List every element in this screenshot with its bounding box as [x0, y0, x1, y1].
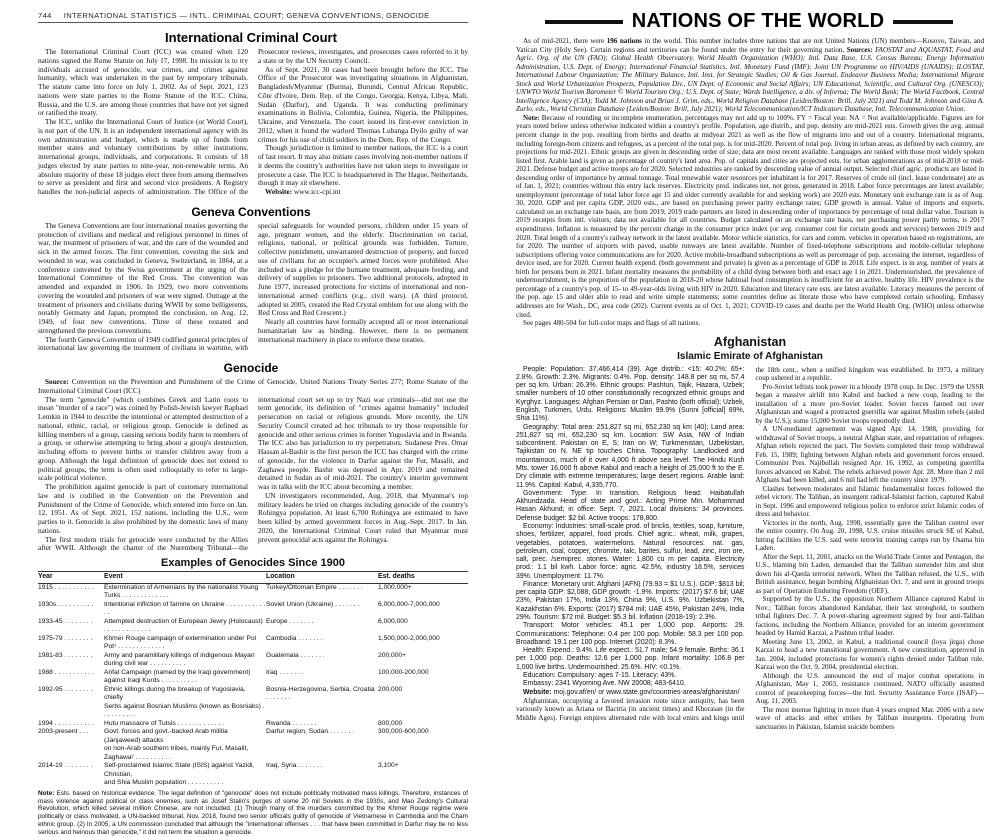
cell-year: 1981-83 . . . . . . . . [38, 651, 93, 659]
col-header-deaths: Est. deaths [378, 572, 468, 584]
cell-year: 2003-present . . . [38, 728, 89, 736]
cell-deaths: 6,000,000 [378, 617, 408, 625]
cell-location: Guatemala . . . . . . . [266, 651, 325, 659]
cell-event-continued: during civil war . . . . . . . . . . [104, 660, 186, 668]
table-row [38, 669, 468, 678]
geneva-paragraph-3: Nearly all countries have formally accepted all or most international humanitarian law as binding. However, there is no permanent international machinery in place to enforce these treaties. [258, 317, 468, 344]
cell-year: 1994 . . . . . . . . . . . [38, 719, 94, 727]
cell-deaths-continued [378, 779, 468, 788]
cell-location: Turkey/Ottoman Empire . . . . . . . [266, 583, 363, 591]
icc-website-line [258, 188, 468, 197]
genocide-paragraph-2: The prohibition against genocide is part of customary international law and is codified in the Convention on the Prevention and Punishment of the Crime of Genocide, which entered into force on Jan. 12, 1951. As of Sept. 2021, 152 nations, including the U.S., were parties to it. Genocide is also prohibited by the domestic laws of many nations. [38, 482, 248, 535]
cell-year: 1975-79 . . . . . . . . [38, 634, 93, 642]
cell-event: Govt. forces and govt.-backed Arab militia (Janjaweed) attacks [104, 728, 228, 744]
field-geography: Geography: Total area: 251,827 sq mi, 652,230 sq km (40); Land area: 251,827 sq mi, 652,230 sq km. Location: SW Asia, NW of Indian subcontinent. Pakistan on E, S; Iran on W; Turkmenistan, Uzbekistan, Tajikistan on N. NE tip touches China. Topography: Landlocked and mountainous, much of it over 4,000 ft above sea level. The Hindu Kush Mts. tower 16,000 ft above Kabul and reach a height of 25,000 ft to the E. Dry climate with extreme temperatures; large desert regions. Arable land: 11.9%. Capital: Kabul, 4,335,770. [516, 423, 745, 489]
cell-deaths-continued [378, 677, 468, 686]
cell-event: Self-proclaimed Islamic State (ISIS) against Yazidi, Christian, [104, 762, 255, 778]
country-website-url[interactable]: moj.gov.af/en/ or www.state.gov/countries-areas/afghanistan/ [551, 688, 740, 696]
cell-event-continued: and Shia Muslim population . . . . . . . . . . [104, 779, 224, 787]
page-folio: 744 [38, 11, 52, 20]
genocide-table-wrap [38, 557, 468, 837]
website-url[interactable]: www.icc-cpi.int [292, 187, 341, 196]
table-row-continuation [38, 779, 468, 788]
sources-label: Sources: [846, 45, 873, 54]
cell-year: 1930s . . . . . . . . . . [38, 600, 94, 608]
section-title-genocide: Genocide [223, 361, 279, 375]
geneva-body [38, 222, 468, 353]
cell-location: Soviet Union (Ukraine) . . . . . . . [266, 600, 360, 608]
cell-year-blank [38, 660, 104, 669]
genocide-table [38, 571, 468, 788]
field-economy: Economy: Industries: small-scale prod. of bricks, textiles, soap, furniture, shoes, fertilizer, apparel, food prods. Chief agric.: wheat, milk, grapes, vegetables, potatoes, watermelons. Natural resources: nat. gas, petroleum, coal, copper, chromite, talc, barites, sulfur, lead, zinc, iron ore, salt, prec. /semiprec. stones. Water: 1,800 cu m per capita. Electricity prod.: 1.1 bil kwh. Labor force: agric. 42.5%, industry 18.5%, services 39%. Unemployment: 11.7%. [516, 522, 745, 580]
field-transport: Transport: Motor vehicles: 45.1 per 1,000 pop. Airports: 29. Communications: Telephone: 0.4 per 100 pop. Mobile: 58.3 per 100 pop. Broadband: 19.1 per 100 pop. Internet (2020): 8.3%. [516, 622, 745, 646]
history-paragraph-3: A UN-mediated agreement was signed Apr. 14, 1988, providing for withdrawal of Soviet troops, a neutral Afghan state, and repatriation of refugees. Afghan rebels rejected the pact. The Soviets completed their troop withdrawal Feb. 15, 1989; fighting between Afghan rebels and government forces ensued. Communist Pres. Najibullah resigned Apr. 16, 1992, as competing guerrilla forces advanced on Kabul. The rebels achieved power Apr. 28. More than 2 mil Afghans had been killed, and 6 mil had left the country since 1979. [755, 425, 984, 485]
cell-event: Intentional infliction of famine on Ukraine . . . . . . . . . . . . . [104, 600, 266, 617]
cell-event: Army and paramilitary killings of indigenous Mayan [104, 651, 255, 659]
cell-year: 1988 . . . . . . . . . . . [38, 668, 94, 676]
section-title-geneva: Geneva Conventions [191, 204, 311, 219]
cell-deaths: 3,100+ [378, 762, 399, 770]
cell-deaths-continued [378, 660, 468, 669]
table-row [38, 618, 468, 635]
note-label: Note: [38, 789, 55, 797]
cell-location-continued [266, 779, 378, 788]
table-row [38, 652, 468, 661]
history-paragraph-6: After the Sept. 11, 2001, attacks on the World Trade Center and Pentagon, the U.S., blaming bin Laden, demanded that the Taliban surrender him and shut down his al-Qaeda terrorist network. When the Taliban refused, the U.S., with British assistance, began bombing Afghanistan Oct. 7, and sent in ground troops as part of Operation Enduring Freedom (OEF). [755, 552, 984, 595]
table-row [38, 601, 468, 618]
history-paragraph-5: Victories in the north, Aug. 1998, essentially gave the Taliban control over the entire country. On Aug. 20, 1998, U.S. cruise missiles struck SE of Kabul, hitting facilities the U.S. said were terrorist training camps run by Osama bin Laden. [755, 518, 984, 553]
cell-deaths: 200,000+ [378, 651, 407, 659]
table-row-continuation [38, 703, 468, 720]
col-header-event: Event [104, 572, 266, 584]
table-row [38, 583, 468, 601]
history-paragraph-1: Afghanistan, occupying a favored invasion route since antiquity, has been variously known as Ariana or Bactria (in ancient times) and Khorasan (in the Middle Ages). Foreign empires alternated rule with local emirs and kings until the 18th cent., when a unified kingdom was established. In 1973, a military coup ushered in a republic. [516, 365, 984, 722]
cell-event: Attempted destruction of European Jewry (Holocaust) . . . . . . . . . . . . . [104, 617, 263, 634]
cell-year-blank [38, 745, 104, 762]
icc-paragraph-3: As of Sept. 2021, 30 cases had been brought before the ICC. The Office of the Prosecutor was investigating situations in Afghanistan, Bangladesh/Myanmar (Burma), Burundi, Central African Republic, Côte d'Ivoire, Dem. Rep. of the Congo, Georgia, Kenya, Libya, Mali, Sudan (Darfur), and Uganda. It was conducting preliminary examinations in Bolivia, Colombia, Guinea, Nigeria, the Philippines, Ukraine, and Venezuela. The court issued its first-ever conviction in 2012, when it found the warlord Thomas Lubanga Dyilo guilty of war crimes for his use of child soldiers in the Dem. Rep. of the Congo. [258, 64, 468, 144]
table-body [38, 583, 468, 788]
history-paragraph-4: Clashes between moderates and Islamic fundamentalist forces followed the rebel victory. The Taliban, an insurgent radical-Islamist faction, captured Kabul in Sept. 1996 and empowered religious police to enforce strict Islamic codes of dress and behavior. [755, 484, 984, 519]
country-official-name: Islamic Emirate of Afghanistan [677, 350, 823, 362]
country-entry-afghanistan [516, 335, 984, 732]
right-page [502, 0, 1000, 731]
field-education: Education: Compulsory: ages 7-15. Literacy: 43%. [523, 672, 677, 679]
table-row [38, 686, 468, 703]
cell-location: Bosnia-Herzegovina, Serbia, Croatia . . . . . . . [266, 685, 375, 702]
cell-year-blank [38, 703, 104, 720]
cell-event-continued: against Iraqi Kurds . . . . . . . . . . [104, 677, 197, 685]
cell-deaths: 200,000 [378, 685, 403, 693]
nations-intro [516, 37, 984, 328]
geneva-paragraph-2: The fourth Geneva Convention of 1949 codified general principles of international law governing the treatment of civilians in wartime, with special safeguards for wounded persons, children under 15 years of age, pregnant women, and the elderly. Discrimination on racial, religious, national, or political grounds was forbidden. Torture, collective punishment, unwarranted destruction of property, and forced use of civilians for an occupier's armed forces were prohibited. Also included was a pledge for the humane treatment, adequate feeding, and delivery of supplies to prisoners. Two additional protocols, adopted in June 1977, increased protections for victims of international and non-international armed conflicts (e.g., civil wars). (A third protocol, adopted in 2005, created the Red Crystal emblem for use along with the Red Cross and Red Crescent.) [38, 220, 468, 353]
cell-deaths-continued [378, 703, 468, 720]
country-website-label: Website: [523, 688, 552, 696]
field-health: Health: Expend.: 9.4%. Life expect.: 51.7 male; 54.9 female. Births: 36.1 per 1,000 pop. Deaths: 12.6 per 1,000 pop. Infant mortality: 106.8 per 1,000 live births. Undernourished: 25.6%. HIV: <0.1%. [516, 647, 745, 671]
icc-paragraph-1: The International Criminal Court (ICC) was created when 120 nations signed the Rome Statute on July 17, 1998. Its mission is to try individuals accused of genocide, war crimes, and crimes against humanity, which was undertaken in the past by temporary tribunals. The statute came into force on July 1, 2002. As of Sept. 2021, 123 nations were state parties to the Rome Statute of the ICC. China, Russia, and the U.S. are among those countries that have not yet signed or ratified the treaty. [38, 47, 248, 118]
table-row-continuation [38, 660, 468, 669]
genocide-source-line [38, 378, 468, 396]
running-head [38, 0, 468, 22]
cell-deaths-continued [378, 745, 468, 762]
field-website [516, 689, 745, 697]
cell-deaths: 300,000-600,000 [378, 728, 429, 736]
geneva-paragraph-1: The Geneva Conventions are four international treaties governing the protection of civilians and medical and religious personnel in times of war, the treatment of prisoners of war, and the care of the wounded and sick in the armed forces. The first convention, covering the sick and wounded in war, was concluded in Geneva, Switzerland, in 1864, at a conference convened by the Swiss government at the urging of the International Committee of the Red Cross. The convention was amended and expanded in 1906. In 1929, two more conventions covering the wounded and prisoners of war were signed. Outrage at the treatment of prisoners and civilians during WWII by some belligerents, notably Germany and Japan, prompted the conclusion, on Aug. 12, 1949, of four new conventions. Three of these restated and strengthened the previous conventions. [38, 220, 248, 335]
cell-location: Darfur region, Sudan . . . . . . . [266, 728, 355, 736]
history-paragraph-10: The most intense fighting in more than 4 years erupted Mar. 2006 with a new wave of attacks and other strikes by Taliban insurgents. Operating from sanctuaries in Pakistan, Islamist suicide bombers [755, 705, 984, 731]
table-row [38, 762, 468, 779]
header-rule-right [893, 20, 953, 24]
col-header-location: Location [266, 572, 378, 584]
history-paragraph-2: Pro-Soviet leftists took power in a bloody 1978 coup. In Dec. 1979 the USSR began a massive airlift into Kabul and backed a new coup, leading to the installation of a more pro-Soviet leader. Soviet forces fanned out over Afghanistan and waged a protracted guerrilla war against Muslim rebels (aided by the U.S.); some 15,000 Soviet troops reportedly died. [755, 382, 984, 425]
cell-location-continued [266, 660, 378, 669]
nations-title: NATIONS OF THE WORLD [631, 10, 885, 32]
cell-location-continued [266, 703, 378, 720]
nation-count: 196 nations [606, 37, 642, 45]
cell-year: 1992-95 . . . . . . . . [38, 685, 93, 693]
table-row [38, 728, 468, 745]
cell-location: Cambodia . . . . . . . [266, 634, 323, 642]
table-note [38, 790, 468, 837]
source-value: Convention on the Prevention and Punishment of the Crime of Genocide, United Nations Treaty Series 277; Rome Statute of the International Criminal Court (ICC) [38, 377, 468, 395]
cell-deaths: 800,000 [378, 719, 403, 727]
field-embassy: Embassy: 2341 Wyoming Ave. NW 20008; 483-6410. [523, 680, 686, 688]
nations-header [516, 10, 982, 33]
intro-note-text: Because of rounding or incomplete enumeration, percentages may not add up to 100%. FY = Fiscal year. NA = Not available/applicable. Figures are for years noted below unless otherwise indicated within a country's profile. Population, age distrib., and pop. density are mid-2021 ests. Growth gives the avg. annual percent change in the pop. resulting from births and deaths at midyear 2021 as well as the flow of migrants into and out of a country. International migrants, including foreign-born citizens and refugees, as a percent of the total pop. is for mid-2020. Percent of total pop. living in urban areas, as defined by each country, are projections for mid-2021. Ethnic groups are given in descending order of size; data are most recent available. Languages are ranked with those most widely spoken listed first. Arable land is given as percentage of country's land area. Pop. of capitals and cities are projected ests. for urban agglomerations as of mid-2018 or mid-2021. Defense budget and active troops are for 2020. Selected industries are ranked by descending value of annual output. Selected chief agric. products are listed in descending order of importance by annual tonnage. Total renewable water resources per inhabitant is for 2017. Reserves of crude oil (incl. lease condensate) are as of Jan. 1, 2021; countries without this entry lack reserves. Electricity prod. indicates net, not gross, generated in 2018. Labor force percentages are latest available; unemployment (percentage of total labor force age 15 and older currently available for and seeking work) are 2020 ests. Monetary unit exchange rate is as of Aug. 30, 2020. GDP and per capita GDP, 2020 ests., are based on purchasing power parity exchange rates; GDP growth is annual. Value of imports and exports, calculated on an exchange rate basis, are from 2019; 2019 trade partners are listed in descending order of importance by percentage of total dollar value. Tourism is 2019 receipts from intl. visitors; data not available for all countries. Budget calculated on an exchange rate basis, not purchasing power parity terms, is 2017 expenditures. Inflation is measured by the percent change in the consumer price index (or avg. consumer cost for certain goods and services) between 2019 and 2020. Total length of a country's railway network in the latest available. Motor vehicle statistics, for cars and comm. vehicles in operation based on registrations, are for 2020. The number of airports with paved, usable runways are latest available. Number of fixed-telephone subscriptions and mobile-cellular telephone subscriptions offering voice communications are for 2020. Active mobile-broadband subscriptions as well as percentage of pop. accessing the internet, regardless of device used, are for 2020. Current health expend. (both government and private) is given as a percentage of GDP in 2018. Life expect. is in avg. number of years at birth for persons born in 2021. Infant mortality measures the probability of a child dying between birth and exact age 1 in 2021. Undernourished, the prevalence of undernourishment, is the proportion of the population in 2018-20 whose habitual food consumption is insufficient for an active, healthy life. HIV prevalence is the percentage of a country's pop. of 15- to 49-year-olds living with HIV in 2020. Education and literacy rate ests. are latest available. Literacy measures the percent of the pop. age 15 and older able to read and write simple statements; some countries define as literate those who have completed certain schooling. Embassy addresses are for Wash., DC, area code (202). Current events as of Oct. 1, 2021; COVID-19 cases and deaths per the World Health Org. (WHO) unless otherwise cited. [516, 113, 984, 319]
cell-event: Anfal Campaign (named by the Iraqi government) [104, 668, 251, 676]
cell-location: Europe . . . . . . . [266, 617, 314, 625]
genocide-paragraph-1: The term "genocide" (which combines Greek and Latin roots to mean "murder of a race") was coined by Polish-Jewish lawyer Raphael Lemkin in 1944 to describe the intentional or attempted destruction of a national, ethnic, racial, or religious group. Genocide is defined as killing members of a group, causing serious bodily harm to members of a group, or otherwise attempting to bring about a group's destruction, including efforts to prevent births or transfer children away from a group. Although the legal definition of genocide does not extend to political groups, the term is often used colloquially to refer to large-scale political violence. [38, 394, 248, 483]
table-row [38, 635, 468, 652]
cell-event: Ethnic killings during the breakup of Yugoslavia, chiefly [104, 685, 246, 702]
cell-deaths: 1,500,000-2,000,000 [378, 634, 440, 642]
cell-year: 2014-19 . . . . . . . . [38, 762, 93, 770]
table-header-row [38, 572, 468, 584]
intro-rest: in the world. This number includes three nations that are not United Nations (UN) members—Kosovo, Taiwan, and Vatican City (Holy See). Certain regions and territories can be found under the entry for their governing nation. [516, 37, 985, 54]
intro-paragraph [516, 37, 984, 114]
cell-location-continued [266, 745, 378, 762]
cell-deaths: 6,000,000-7,000,000 [378, 600, 440, 608]
field-finance: Finance: Monetary unit: Afghani (AFN) (79.93 = $1 U.S.). GDP: $813 bil; per capita GDP: $2,088; GDP growth: -1.9%. Imports: (2017) $7.6 bil; UAE 23%, Pakistan 17%, India 13%, China 9%, U.S. 9%. Uzbekistan 7%, Kazakhstan 6%. Exports: (2017) $784 mil; UAE 45%, Pakistan 24%, India 29%. Tourism: $72 mil. Budget: $5.3 bil. Inflation (2018-19): 2.3%. [516, 580, 745, 622]
icc-body [38, 48, 468, 197]
table-row-continuation [38, 745, 468, 762]
country-name: Afghanistan [713, 334, 787, 349]
history-paragraph-7: Supported by the U.S., the opposition Northern Alliance captured Kabul in Nov.; Taliban forces abandoned Kandahar, their last stronghold, to southern tribal fighters Dec. 7. A power-sharing agreement signed by four anti-Taliban factions, including the Northern Alliance, provided for an interim government headed by Hamid Karzai, a Pashtun tribal leader. [755, 595, 984, 638]
running-head-text: INTERNATIONAL STATISTICS — INTL. CRIMINAL COURT; GENEVA CONVENTIONS; GENOCIDE [63, 11, 430, 20]
table-head [38, 572, 468, 584]
section-title-icc: International Criminal Court [165, 30, 337, 45]
sources-value: FAOSTAT and AQUASTAT, Food and Agric. Org. of the UN (FAO); Global Health Observatory, World Health Organization (WHO); Intl. Data Base, U.S. Census Bureau; Energy Information Administration, U.S. Dept. of Energy; International Financial Statistics, Intl. Monetary Fund (IMF); Joint UN Programme on HIV/AIDS (UNAIDS); ILOSTAT, International Labour Organization; The Military Balance, Intl. Inst. for Strategic Studies; Oil & Gas Journal, Endeavor Business Media; International Migrant Stock and World Urbanization Prospects, Population Div., UN Dept. of Economic and Social Affairs; UN Educational, Scientific, and Cultural Org. (UNESCO); UNWTO World Tourism Barometer © World Tourism Org.; U.S. Dept. of State; Wards Intelligence, a div. of Informa; The World Bank; The World Factbook, Central Intelligence Agency (CIA); Todd M. Johnson and Brian J. Grim, eds., World Religion Database (Leiden/Boston: Brill, July 2021) and Todd M. Johnson and Gina A. Zurlo, eds., World Christian Database (Leiden/Boston: Brill, July 2021); World Telecommunication/ICT Indicators Database, Intl. Telecommunication Union. [516, 45, 984, 114]
header-rule-left [545, 20, 623, 24]
intro-note [516, 114, 984, 319]
cell-location: Rwanda . . . . . . . [266, 719, 317, 727]
cell-year-blank [38, 779, 104, 788]
cell-event-continued: Serbs against Bosnian Muslims (known as Bosniaks) . . . . . . . . . . [104, 702, 265, 719]
table-row [38, 720, 468, 729]
cell-event: Khmer Rouge campaign of extermination under Pol Pot¹ . . . . . . . . . . . . . [104, 634, 257, 651]
table-row-continuation [38, 677, 468, 686]
cell-deaths: 100,000-200,000 [378, 668, 429, 676]
cell-deaths: 1,000,000+ [378, 583, 412, 591]
note-text: Ests. based on historical evidence. The legal definition of "genocide" does not include politically motivated mass killings. Therefore, instances of mass violence against political or class enemies, such as Josef Stalin's purges of some 20 mil Soviets in the 1930s, and Mao Zedong's Cultural Revolution, which killed several million Chinese, are not included. (1) Though many of the murders committed by the Khmer Rouge regime were politically or class motivated, a UN-backed tribunal, Nov. 2018, found two senior officials guilty of genocide of Vietnamese in Cambodia and the Cham ethnic group. (2) In 2005, a UN commission concluded that although the "international offenses . . . that have been committed in Darfur may be no less serious and heinous than genocide," it did not term the situation a genocide. [38, 789, 468, 836]
intro-lead: As of mid-2021, there were [523, 37, 607, 45]
header-rule [38, 22, 468, 23]
cell-year-blank [38, 677, 104, 686]
intro-maps-pointer: See pages 480-504 for full-color maps and flags of all nations. [523, 319, 701, 328]
history-paragraph-9: Although the U.S. announced the end of major combat operations in Afghanistan, May 1, 2003, resistance continued. NATO officially assumed control of peacekeeping forces—the Intl. Security Assistance Force (ISAF)—Aug. 11, 2003. [755, 671, 984, 706]
field-people: People: Population: 37,466,414 (39). Age distrib.: <15: 40.2%; 65+: 2.8%. Growth: 2.3%. Migrants: 0.4%. Pop. density: 148.8 per sq mi, 57.4 per sq km. Urban: 26.3%. Ethnic groups: Pashtun, Tajik, Hazara, Uzbek; smaller numbers of 10 other constitutionally recognized ethnic groups and Kyrghyz. Languages: Afghan Persian or Dari, Pashto (both official); Uzbek, English, Turkmen, Urdu. Religions: Muslim 99.9% (Sunni [official] 89%, Shia 11%). [516, 365, 745, 423]
source-label: Source: [45, 377, 69, 386]
cell-year: 1915 . . . . . . . . . . . [38, 583, 94, 591]
genocide-paragraph-4: UN investigators recommended, Aug. 2018, that Myanmar's top military leaders be tried on charges including genocide of the country's Rohingya population. At least 6,700 Rohingya are estimated to have been killed by armed government forces in Aug.-Sept. 2017. In Jan. 2020, the International Criminal Court ruled that Myanmar must prevent genocidal acts against the Rohingya. [258, 490, 468, 544]
cell-event: Extermination of Armenians by the nationalist Young Turks . . . . . . . . . . . . . [104, 583, 259, 600]
website-label: Website: [265, 187, 293, 196]
genocide-source [38, 378, 468, 396]
intro-note-label: Note: [523, 113, 540, 122]
field-government: Government: Type: In transition. Religious head: Haibatullah Akhundzada. Head of state and govt.: Acting Prime Min. Mohammad Hasan Akhund; in office: Sept. 7, 2021. Local divisions: 34 provinces. Defense budget: $2 bil. Active troops: 178,800. [516, 489, 745, 522]
cell-event-continued: on non-Arab southern tribes, mainly Fur, Masalit, Zaghawa² . . . . . . . . . . [104, 745, 249, 761]
icc-paragraph-2: The ICC, unlike the International Court of Justice (or World Court), is not part of the UN. It is an independent international agency with its own administration and budget, which is made up of funds from member states and voluntary contributions by other institutions, international groups, individuals, and corporations. It consists of 18 judges elected by state parties to nine-year, non-renewable terms. An absolute majority of these 18 judges elect three from among themselves to serve as president and first and second vice presidents. A Registry handles the non-judicial aspects of administration. The Office of the Prosecutor reviews, investigates, and prosecutes cases referred to it by a state or by the UN Security Council. [38, 47, 468, 196]
cell-year: 1933-45 . . . . . . . . [38, 617, 93, 625]
cell-location-continued [266, 677, 378, 686]
icc-paragraph-4: Though jurisdiction is limited to member nations, the ICC is a court of last resort. It may also initiate cases involving non-member nations if it deems the country's authorities have not taken steps to investigate or prosecute a case. The ICC is headquartered in The Hague, Netherlands, though it may sit elsewhere. [258, 143, 468, 188]
genocide-paragraph-3: The first modern trials for genocide were conducted by the Allies after WWII. Although the charter of the Nuremberg Tribunal—the international court set up to try Nazi war criminals—did not use the term genocide, its definition of "crimes against humanity" included persecution on racial or religious grounds. More recently, the UN Security Council created ad hoc tribunals to try those responsible for genocide and other serious crimes in former Yugoslavia and in Rwanda. The ICC also has jurisdiction to try perpetrators. Sudanese Pres. Omar Hassan al-Bashir is the first person the ICC has charged with the crime of genocide, for the violence in Darfur against the Fur, Masalit, and Zaghawa people. Bashir was deposed in Apr. 2019 and remained detained in Sudan as of mid-2021. The country's interim government was in talks with the ICC about becoming a member. [38, 394, 468, 553]
cell-location: Iraq . . . . . . . [266, 668, 304, 676]
history-paragraph-8: Meeting June 13, 2002, in Kabul, a traditional council (loya jirga) chose Karzai to head a new transitional government. A new constitution, approved in Jan. 2004, included protections for women's rights denied under Taliban rule. Karzai won the Oct. 9, 2004, presidential election. [755, 637, 984, 672]
table-title: Examples of Genocides Since 1900 [160, 557, 346, 569]
cell-location: Iraq, Syria . . . . . . . [266, 762, 323, 770]
genocide-body [38, 396, 468, 554]
col-header-year: Year [38, 572, 104, 584]
cell-event: Hutu massacre of Tutsis . . . . . . . . . . . . . [104, 719, 225, 727]
